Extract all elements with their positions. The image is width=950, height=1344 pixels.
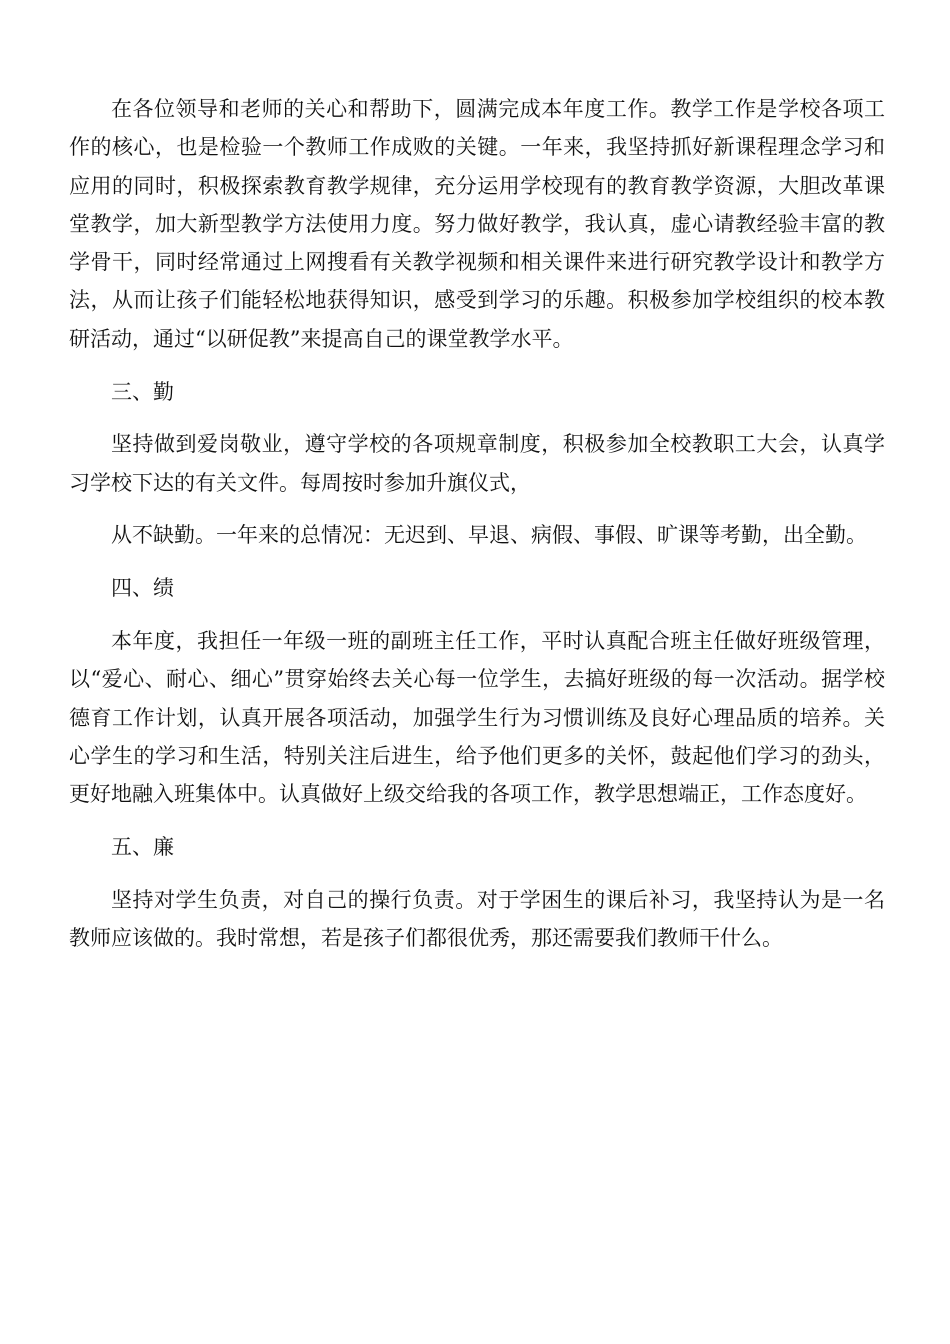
section-heading-achievement: 四、绩 — [111, 576, 174, 601]
section-heading-diligence: 三、勤 — [111, 379, 174, 404]
paragraph-achievement: 本年度，我担任一年级一班的副班主任工作，平时认真配合班主任做好班级管理，以“爱心、耐心、细心”贯穿始终去关心每一位学生，去搞好班级的每一次活动。据学校德育工作计划，认真开展各项活动，加强学生行为习惯训练及良好心理品质的培养。关心学生的学习和生活，特别关注后进生，给予他们更多的关怀，鼓起他们学习的劲头，更好地融入班集体中。认真做好上级交给我的各项工作，教学思想端正，工作态度好。 — [69, 629, 885, 807]
section-heading-integrity: 五、廉 — [111, 835, 174, 860]
document-body — [69, 90, 885, 972]
paragraph-diligence-1: 坚持做到爱岗敬业，遵守学校的各项规章制度，积极参加全校教职工大会，认真学习学校下达的有关文件。每周按时参加升旗仪式， — [69, 432, 885, 495]
paragraph-teaching-work: 在各位领导和老师的关心和帮助下，圆满完成本年度工作。教学工作是学校各项工作的核心，也是检验一个教师工作成败的关键。一年来，我坚持抓好新课程理念学习和应用的同时，积极探索教育教学规律，充分运用学校现有的教育教学资源，大胆改革课堂教学，加大新型教学方法使用力度。努力做好教学，我认真，虚心请教经验丰富的教学骨干，同时经常通过上网搜看有关教学视频和相关课件来进行研究教学设计和教学方法，从而让孩子们能轻松地获得知识，感受到学习的乐趣。积极参加学校组织的校本教研活动，通过“以研促教”来提高自己的课堂教学水平。 — [69, 97, 885, 351]
paragraph-integrity: 坚持对学生负责，对自己的操行负责。对于学困生的课后补习，我坚持认为是一名教师应该做的。我时常想，若是孩子们都很优秀，那还需要我们教师干什么。 — [69, 887, 885, 951]
paragraph-diligence-2: 从不缺勤。一年来的总情况：无迟到、早退、病假、事假、旷课等考勤，出全勤。 — [111, 523, 867, 548]
